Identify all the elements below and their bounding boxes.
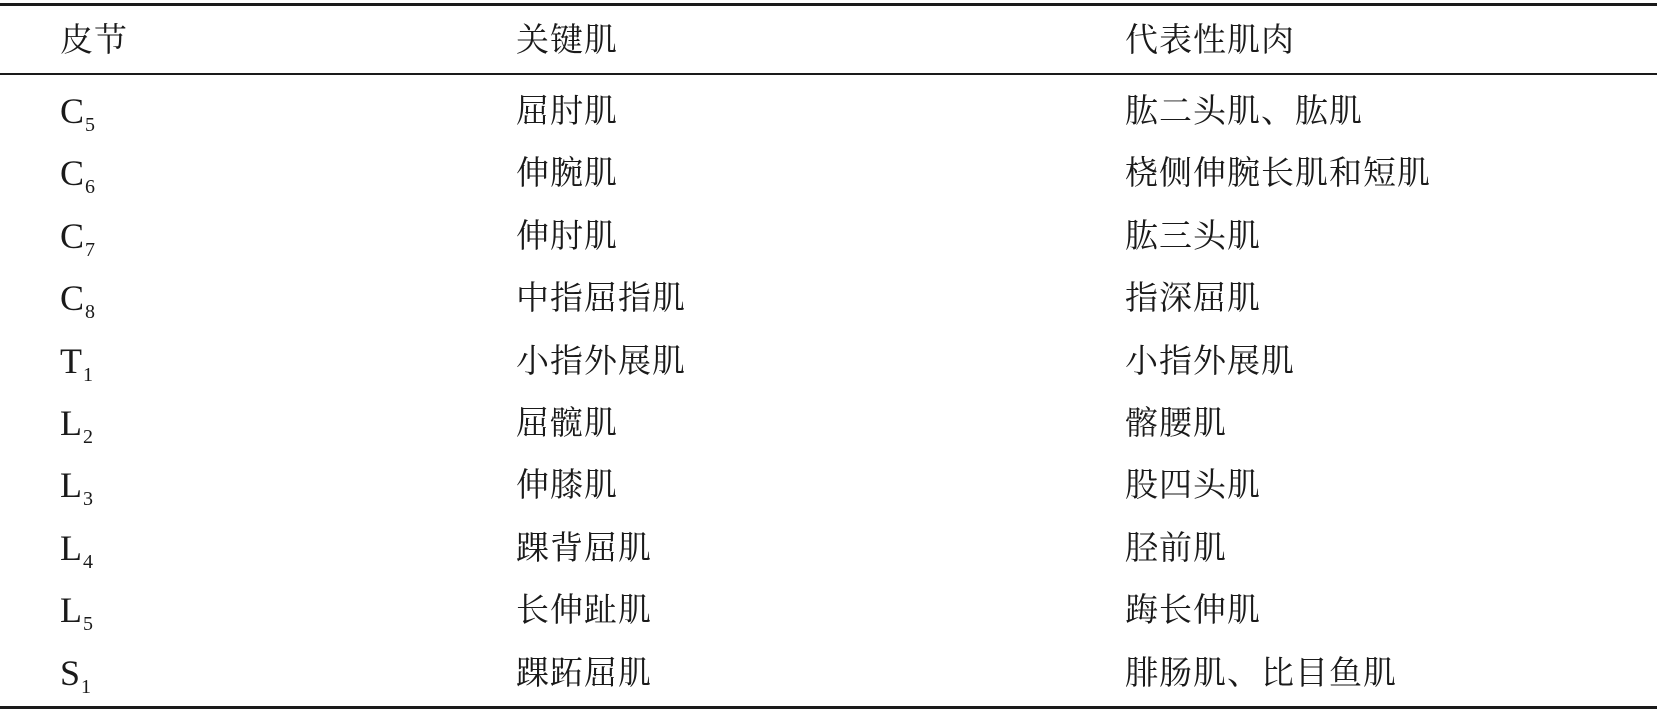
dermatome-cell [60,454,93,516]
dermatome-cell [60,392,93,454]
table-header-row [0,6,1657,73]
table-row [0,330,1657,392]
header-representative-muscle: 代表性肌肉 [1125,20,1295,59]
dermatome-subscript: 1 [83,363,93,386]
table-body [0,80,1657,704]
representative-muscle-cell: 腓肠肌、比目鱼肌 [1125,652,1397,692]
dermatome-cell [60,330,93,392]
dermatome-letter: L [60,527,82,568]
table-row [0,454,1657,516]
table-row [0,205,1657,267]
representative-muscle-cell: 股四头肌 [1125,465,1261,505]
dermatome-subscript: 4 [83,550,93,573]
table-row [0,142,1657,204]
table-row [0,267,1657,329]
table-bottom-rule [0,706,1657,709]
dermatome-cell [60,142,95,204]
dermatome-letter: S [60,652,81,693]
dermatome-cell [60,267,95,329]
key-muscle-cell: 长伸趾肌 [516,590,652,630]
dermatome-subscript: 3 [83,488,93,511]
representative-muscle-cell: 踇长伸肌 [1125,590,1261,630]
representative-muscle-cell: 胫前肌 [1125,527,1227,567]
dermatome-subscript: 5 [83,613,93,636]
dermatome-letter: C [60,91,85,131]
key-muscle-cell: 中指屈指肌 [516,278,686,318]
representative-muscle-cell: 指深屈肌 [1125,278,1261,318]
dermatome-subscript: 5 [85,114,96,136]
key-muscle-cell: 伸膝肌 [516,465,618,505]
table-header-rule [0,73,1657,75]
representative-muscle-cell: 髂腰肌 [1125,402,1227,442]
key-muscle-cell: 屈肘肌 [516,91,618,130]
table-row [0,517,1657,579]
representative-muscle-cell: 肱二头肌、肱肌 [1125,91,1363,130]
header-key-muscle: 关键肌 [516,20,618,59]
dermatome-letter: L [60,402,82,443]
key-muscle-cell: 屈髋肌 [516,402,618,442]
dermatome-cell [60,517,93,579]
dermatome-subscript: 7 [85,238,96,261]
dermatome-subscript: 6 [85,176,96,199]
dermatome-letter: C [60,153,85,194]
dermatome-cell [60,579,93,641]
dermatome-cell [60,80,95,142]
table-row [0,80,1657,142]
dermatome-letter: L [60,465,82,506]
dermatome-letter: L [60,590,82,631]
representative-muscle-cell: 肱三头肌 [1125,215,1261,255]
dermatome-letter: C [60,278,85,319]
dermatome-cell [60,205,95,267]
dermatome-subscript: 2 [83,425,93,448]
dermatome-subscript: 8 [85,301,96,324]
key-muscle-cell: 踝跖屈肌 [516,652,652,692]
key-muscle-cell: 伸肘肌 [516,215,618,255]
key-muscle-cell: 伸腕肌 [516,153,618,193]
header-dermatome: 皮节 [60,20,128,59]
table-row [0,642,1657,704]
representative-muscle-cell: 小指外展肌 [1125,340,1295,380]
dermatome-cell [60,642,91,704]
dermatome-letter: T [60,340,82,381]
table-row [0,392,1657,454]
dermatome-letter: C [60,215,85,256]
key-muscle-cell: 踝背屈肌 [516,527,652,567]
key-muscle-cell: 小指外展肌 [516,340,686,380]
dermatome-subscript: 1 [81,675,92,698]
table-row [0,579,1657,641]
representative-muscle-cell: 桡侧伸腕长肌和短肌 [1125,153,1431,193]
